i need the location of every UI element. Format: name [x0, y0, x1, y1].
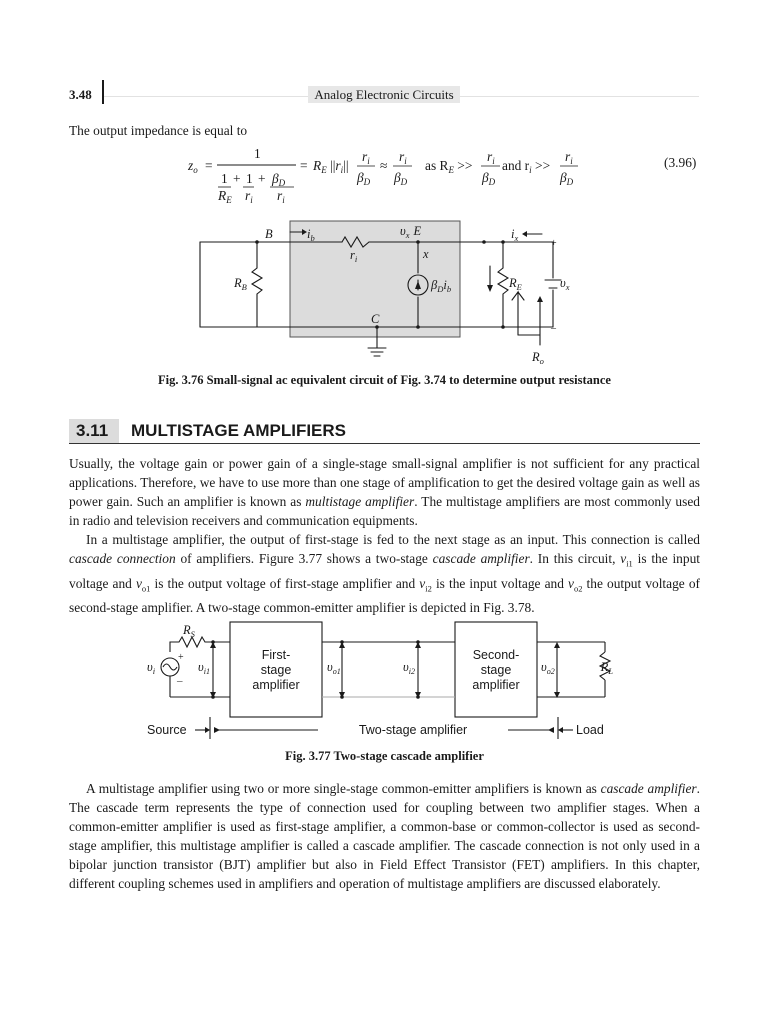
label-load: Load	[576, 723, 604, 737]
paragraph2-run: cascade connection	[69, 551, 176, 566]
first-stage-label-2: stage	[260, 663, 292, 677]
label-source: $\beta_Di_b$	[431, 278, 452, 294]
svg-text:1: 1	[246, 171, 253, 186]
svg-text:RE ||ri||: $R_E$ $||r_i||$	[313, 158, 349, 175]
eq-equals: =	[205, 158, 213, 173]
svg-text:ri: $r_i$	[399, 149, 407, 166]
section-rule	[69, 443, 700, 444]
label-minus: –	[177, 675, 183, 687]
second-stage-label-2: stage	[480, 663, 512, 677]
equation-number: (3.96)	[664, 155, 697, 170]
figure-3-77-caption: Fig. 3.77 Two-stage cascade amplifier	[285, 749, 484, 763]
paragraph2-run: v	[135, 575, 142, 591]
label-plus: +	[551, 238, 557, 249]
svg-text:RE: $R_E$	[218, 188, 232, 205]
rs-resistor	[170, 637, 230, 652]
paragraph2-run: v	[568, 575, 574, 591]
label-vi2: $\upsilon_{i2}$	[403, 660, 415, 676]
paragraph-2-text	[69, 530, 700, 617]
paragraph-1	[69, 454, 700, 530]
paragraph2-run: is the input voltage and	[431, 575, 568, 591]
running-title: Analog Electronic Circuits	[308, 86, 460, 103]
paragraph3-run: . The cascade term represents the type of connection used for coupling between two amplifier stages. When a common-emitter amplifier is used as first-stage amplifier, a common-base or common-collector is used as second-stage amplifier, this multistage amplifier is called a cascade amplifier. The cascade connection is not only used in a bipolar junction transistor (BJT) amplifier but also in Field Effect Transistor (FET) amplifiers. In this chapter, different coupling schemes used in amplifiers and operation of multistage amplifiers are discussed elaborately.	[69, 781, 700, 891]
eq-lhs: $z_o$	[188, 158, 198, 175]
rb-resistor	[252, 268, 262, 294]
svg-text:βD: $\beta_D$	[394, 170, 408, 187]
re-resistor	[498, 268, 508, 294]
label-ri: $r_i$	[350, 248, 358, 264]
svg-text:=: =	[300, 158, 308, 173]
paragraph3-run: cascade amplifier	[600, 781, 697, 796]
svg-text:ri: $r_i$	[277, 188, 285, 205]
paragraph1-run: Usually, the voltage gain or power gain of a single-stage small-signal amplifier is not sufficient for any practical applications. Therefore, we have to use more than one stage of amplification to get the desired voltage gain as well as power gain. Such an amplifier is known as	[69, 456, 700, 509]
label-source: Source	[147, 723, 187, 737]
label-vo1: $\upsilon_{o1}$	[327, 660, 341, 676]
label-vi: $\upsilon_i$	[147, 660, 156, 676]
equation-3-96	[150, 140, 620, 208]
paragraph2-run: v	[419, 575, 426, 591]
paragraph2-run: of amplifiers. Figure 3.77 shows a two-stage	[175, 551, 433, 566]
first-stage-label-3: amplifier	[252, 678, 300, 692]
label-vx: $\upsilon_x$	[560, 276, 570, 292]
paragraph-3-text	[69, 779, 700, 893]
second-stage-label-3: amplifier	[472, 678, 520, 692]
label-minus: –	[551, 323, 556, 334]
paragraph2-run: cascade amplifier	[432, 551, 530, 566]
figure-3-76-caption: Fig. 3.76 Small-signal ac equivalent circuit of Fig. 3.74 to determine output resistance	[158, 373, 611, 387]
paragraph2-run: v	[620, 551, 627, 566]
paragraph2-run: i1	[626, 558, 633, 569]
svg-text:βD: $\beta_D$	[357, 170, 371, 187]
label-B: B	[265, 227, 273, 241]
second-stage-label-1: Second-	[472, 648, 520, 662]
label-vo2: $\upsilon_{o2}$	[541, 660, 555, 676]
paragraph2-run: the output voltage of second-stage amplifier. A two-stage common-emitter amplifier is depicted in Fig. 3.78.	[69, 575, 700, 616]
label-vx-E: $\upsilon_x$ E	[400, 224, 422, 240]
label-RB: $R_B$	[234, 276, 247, 292]
eq-den-one: 1	[221, 171, 228, 186]
svg-text:ri: $r_i$	[565, 149, 573, 166]
svg-text:βD: $\beta_D$	[482, 170, 496, 187]
label-rl: $R_L$	[600, 660, 613, 676]
section-title: MULTISTAGE AMPLIFIERS	[131, 421, 347, 440]
label-rs: $R_S$	[183, 623, 195, 639]
svg-text:+: +	[233, 171, 241, 186]
label-vi1: $\upsilon_{i1}$	[198, 660, 210, 676]
paragraph1-run: . The multistage amplifiers are most commonly used in radio and television receivers and communication equipments.	[69, 494, 700, 528]
label-ix: $i_x$	[511, 227, 519, 243]
label-C: C	[371, 312, 380, 326]
paragraph1-run: multistage amplifier	[305, 494, 415, 509]
label-ib: $i_b$	[307, 227, 315, 243]
page-number: 3.48	[69, 87, 92, 102]
paragraph2-run: is the output voltage of first-stage amplifier and	[150, 575, 420, 591]
section-number: 3.11	[76, 421, 109, 440]
svg-text:as RE >>: as $R_E$ >>	[425, 158, 473, 175]
label-plus: +	[178, 652, 184, 663]
svg-text:ri: $r_i$	[245, 188, 253, 205]
eq-numerator: 1	[254, 146, 261, 161]
figure-3-76-circuit	[190, 212, 590, 370]
label-two-stage: Two-stage amplifier	[358, 723, 468, 737]
paragraph-2	[69, 530, 700, 617]
svg-text:and ri >>: and $r_i$ >>	[502, 158, 551, 175]
svg-text:βD: $\beta_D$	[560, 170, 574, 187]
paragraph2-run: i2	[425, 583, 432, 594]
first-stage-label-1: First-	[261, 648, 291, 662]
svg-text:ri: $r_i$	[487, 149, 495, 166]
paragraph2-run: . In this circuit,	[529, 551, 621, 566]
paragraph2-run: In a multistage amplifier, the output of first-stage is fed to the next stage as an input. This connection is called	[86, 532, 700, 547]
intro-text: The output impedance is equal to	[69, 123, 248, 138]
paragraph3-run: A multistage amplifier using two or more single-stage common-emitter amplifiers is known as	[86, 781, 601, 796]
paragraph-1-text	[69, 454, 700, 530]
header-divider	[102, 80, 104, 104]
paragraph-3	[69, 779, 700, 893]
svg-text:≈: ≈	[380, 158, 388, 173]
svg-text:+: +	[258, 171, 266, 186]
label-RE: $R_E$	[509, 276, 522, 292]
svg-text:ri: $r_i$	[362, 149, 370, 166]
label-Ro: $R_o$	[532, 350, 544, 366]
figure-3-77-block-diagram	[140, 620, 620, 742]
paragraph2-run: o2	[573, 583, 583, 594]
label-x: x	[423, 247, 429, 261]
svg-text:βD: $\beta_D$	[272, 171, 286, 188]
paragraph2-run: o1	[141, 583, 151, 594]
paragraph2-run: is the input voltage and	[69, 551, 700, 591]
